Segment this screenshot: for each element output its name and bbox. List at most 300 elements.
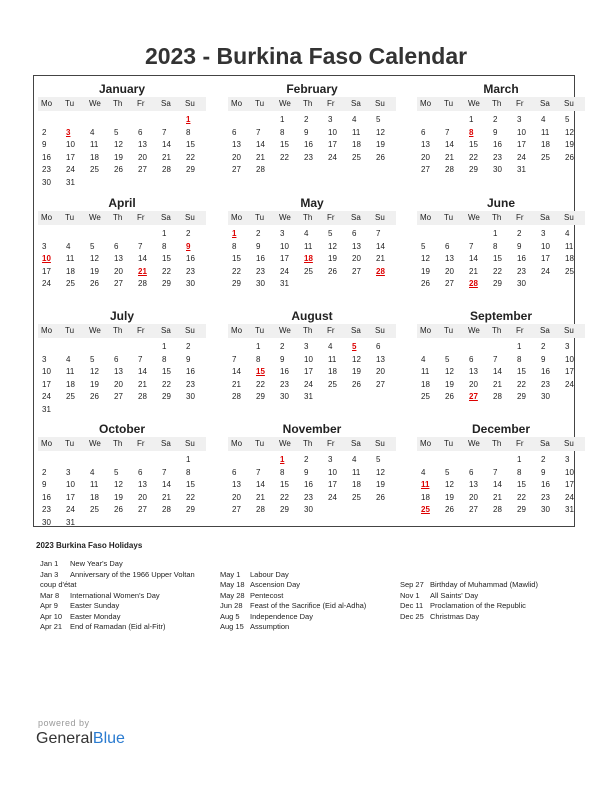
day-cell: 15 xyxy=(186,480,195,489)
day-cell: 14 xyxy=(256,480,265,489)
day-cell: 3 xyxy=(565,455,570,464)
day-cell: 15 xyxy=(186,140,195,149)
holiday-date: May 1 xyxy=(220,569,241,579)
day-cell: 31 xyxy=(565,505,574,514)
day-cell: 19 xyxy=(376,140,385,149)
day-cell: 24 xyxy=(42,392,51,401)
day-cell: 19 xyxy=(90,266,99,276)
day-cell: 11 xyxy=(541,127,550,137)
holiday-name: Pentecost xyxy=(250,590,284,600)
day-cell: 13 xyxy=(376,354,385,364)
day-cell: 8 xyxy=(186,467,191,477)
day-cell: 25 xyxy=(328,379,337,389)
day-cell: 5 xyxy=(421,241,426,251)
day-cell: 26 xyxy=(565,152,574,162)
day-cell: 4 xyxy=(90,467,95,477)
day-cell: 31 xyxy=(304,392,313,401)
day-cell: 16 xyxy=(280,367,289,376)
holiday-row xyxy=(400,601,538,612)
day-cell: 24 xyxy=(66,505,75,514)
weekday-label: We xyxy=(279,99,291,108)
day-cell: 22 xyxy=(162,379,171,389)
day-cell: 30 xyxy=(517,279,526,288)
day-cell: 11 xyxy=(90,480,99,489)
day-cell: 6 xyxy=(376,342,381,351)
day-cell: 20 xyxy=(469,492,478,502)
day-cell: 14 xyxy=(162,140,171,149)
day-cell: 27 xyxy=(469,505,478,514)
day-cell: 21 xyxy=(493,492,502,502)
day-cell: 6 xyxy=(469,354,474,364)
day-blank xyxy=(62,341,86,354)
day-blank xyxy=(38,454,62,467)
holiday-name: International Women's Day xyxy=(70,590,160,600)
day-cell: 18 xyxy=(421,379,430,389)
day-cell: 19 xyxy=(376,480,385,489)
day-cell: 15 xyxy=(493,254,502,263)
holiday-name: Assumption xyxy=(250,622,290,631)
day-cell: 8 xyxy=(280,127,285,137)
powered-by-text: powered by xyxy=(38,718,90,728)
day-grid xyxy=(417,341,585,404)
day-cell: 27 xyxy=(445,279,454,288)
day-cell: 16 xyxy=(541,367,550,376)
day-cell: 12 xyxy=(328,241,337,251)
day-cell: 4 xyxy=(66,241,71,251)
day-cell: 3 xyxy=(304,342,309,351)
weekday-label: Sa xyxy=(540,213,550,222)
day-cell: 29 xyxy=(256,392,265,401)
month-april xyxy=(38,196,206,291)
day-cell: 11 xyxy=(66,254,75,263)
weekday-label: We xyxy=(89,99,101,108)
day-cell: 19 xyxy=(328,254,337,263)
weekday-label: Th xyxy=(303,439,313,448)
day-cell: 18 xyxy=(66,266,75,276)
day-cell: 2 xyxy=(186,229,191,238)
weekday-label: We xyxy=(468,213,480,222)
day-cell: 22 xyxy=(517,492,526,502)
day-cell: 28 xyxy=(138,392,147,401)
holiday-name: New Year's Day xyxy=(70,559,123,568)
month-name: November xyxy=(282,422,342,436)
weekday-label: Fr xyxy=(516,213,524,222)
day-cell: 18 xyxy=(90,492,99,502)
day-cell: 9 xyxy=(186,241,191,251)
holiday-row xyxy=(400,591,538,602)
day-cell: 28 xyxy=(493,505,502,514)
day-cell: 24 xyxy=(280,266,289,276)
day-blank xyxy=(228,114,252,127)
day-cell: 23 xyxy=(280,379,289,389)
month-name: September xyxy=(469,309,533,323)
weekday-label: Sa xyxy=(161,213,171,222)
day-cell: 21 xyxy=(493,379,502,389)
day-cell: 1 xyxy=(162,342,167,351)
day-cell: 16 xyxy=(493,140,502,149)
day-cell: 23 xyxy=(541,379,550,389)
weekday-label: Tu xyxy=(444,213,454,222)
month-name: January xyxy=(98,82,146,96)
day-cell: 18 xyxy=(90,152,99,162)
day-cell: 25 xyxy=(66,279,75,288)
day-cell: 9 xyxy=(256,241,261,251)
weekday-label: Th xyxy=(492,326,502,335)
day-blank xyxy=(252,454,276,467)
weekday-label: Su xyxy=(375,99,385,108)
weekday-label: Tu xyxy=(255,326,265,335)
day-cell: 2 xyxy=(42,127,47,137)
day-cell: 4 xyxy=(352,455,357,464)
day-cell: 16 xyxy=(256,254,265,263)
month-name: May xyxy=(300,196,324,210)
day-blank xyxy=(86,228,110,241)
holiday-row xyxy=(220,612,366,623)
day-cell: 11 xyxy=(352,467,361,477)
weekday-label: We xyxy=(89,439,101,448)
day-cell: 13 xyxy=(138,480,147,489)
day-cell: 2 xyxy=(304,115,309,124)
month-august xyxy=(228,309,396,404)
day-cell: 30 xyxy=(493,165,502,174)
holiday-row xyxy=(40,559,195,570)
day-cell: 25 xyxy=(90,165,99,174)
weekday-label: Su xyxy=(564,326,574,335)
generalblue-logo[interactable] xyxy=(36,730,125,748)
day-cell: 22 xyxy=(517,379,526,389)
day-cell: 16 xyxy=(517,254,526,263)
page-title: 2023 - Burkina Faso Calendar xyxy=(144,43,468,69)
weekday-label: Tu xyxy=(444,99,454,108)
day-cell: 29 xyxy=(517,392,526,401)
day-cell: 13 xyxy=(352,241,361,251)
holiday-name: Birthday of Muhammad (Mawlid) xyxy=(430,580,538,589)
day-cell: 20 xyxy=(445,266,454,276)
weekday-label: Fr xyxy=(516,99,524,108)
holiday-name: Independence Day xyxy=(250,611,313,621)
day-cell: 23 xyxy=(42,505,51,514)
weekday-label: Su xyxy=(564,213,574,222)
day-cell: 7 xyxy=(162,127,167,137)
holiday-name: Labour Day xyxy=(250,569,289,579)
weekday-label: We xyxy=(279,213,291,222)
day-cell: 22 xyxy=(493,266,502,276)
month-june xyxy=(417,196,585,291)
day-cell: 9 xyxy=(42,140,47,149)
day-cell: 29 xyxy=(493,279,502,288)
day-cell: 9 xyxy=(42,480,47,489)
day-cell: 31 xyxy=(280,279,289,288)
day-cell: 18 xyxy=(565,254,574,263)
day-grid xyxy=(228,228,396,291)
weekday-label: Fr xyxy=(327,99,335,108)
day-cell: 16 xyxy=(42,152,51,162)
day-cell: 1 xyxy=(232,229,237,238)
day-cell: 22 xyxy=(469,152,478,162)
holiday-date: Aug 5 xyxy=(220,611,240,621)
weekday-header xyxy=(228,211,396,225)
day-cell: 12 xyxy=(445,480,454,489)
day-cell: 3 xyxy=(280,229,285,238)
day-cell: 26 xyxy=(376,492,385,502)
day-cell: 16 xyxy=(186,254,195,263)
day-cell: 17 xyxy=(42,379,51,389)
weekday-label: Su xyxy=(564,439,574,448)
day-cell: 29 xyxy=(232,279,241,288)
day-cell: 28 xyxy=(493,392,502,401)
day-cell: 17 xyxy=(280,254,289,263)
day-cell: 13 xyxy=(469,367,478,376)
month-name: August xyxy=(291,309,333,323)
day-cell: 1 xyxy=(280,455,285,464)
day-cell: 7 xyxy=(493,467,498,477)
day-cell: 4 xyxy=(328,342,333,351)
day-cell: 6 xyxy=(114,241,119,251)
day-cell: 21 xyxy=(162,492,171,502)
day-cell: 10 xyxy=(517,127,526,137)
day-cell: 27 xyxy=(469,392,478,401)
day-cell: 30 xyxy=(541,392,550,401)
holiday-date: Dec 25 xyxy=(400,611,424,621)
day-cell: 28 xyxy=(376,266,385,276)
day-cell: 10 xyxy=(66,140,75,149)
day-cell: 18 xyxy=(304,254,313,263)
day-cell: 9 xyxy=(541,467,546,477)
day-grid xyxy=(38,228,206,291)
day-cell: 27 xyxy=(138,165,147,174)
weekday-label: Tu xyxy=(444,326,454,335)
day-cell: 17 xyxy=(304,367,313,376)
holiday-date: Apr 9 xyxy=(40,601,58,610)
day-cell: 12 xyxy=(114,480,123,489)
day-cell: 6 xyxy=(114,354,119,364)
day-cell: 23 xyxy=(256,266,265,276)
day-cell: 10 xyxy=(66,480,75,489)
day-cell: 9 xyxy=(304,127,309,137)
weekday-label: Tu xyxy=(444,439,454,448)
holiday-row xyxy=(220,591,366,602)
day-cell: 31 xyxy=(42,404,51,414)
day-cell: 19 xyxy=(90,379,99,389)
day-cell: 2 xyxy=(517,229,522,238)
day-cell: 30 xyxy=(280,392,289,401)
day-grid xyxy=(228,341,396,404)
day-cell: 5 xyxy=(352,342,357,351)
day-cell: 23 xyxy=(304,492,313,502)
day-cell: 8 xyxy=(162,241,167,251)
month-name: July xyxy=(109,309,134,323)
weekday-label: Mo xyxy=(41,99,53,108)
day-cell: 21 xyxy=(445,152,454,162)
weekday-header xyxy=(417,324,585,338)
holiday-date: Sep 27 xyxy=(400,580,424,589)
holiday-row xyxy=(40,601,195,612)
day-cell: 26 xyxy=(352,379,361,389)
holiday-date: Mar 8 xyxy=(40,590,60,600)
day-cell: 3 xyxy=(66,467,71,477)
day-cell: 29 xyxy=(280,505,289,514)
day-cell: 4 xyxy=(90,127,95,137)
holiday-row xyxy=(400,580,538,591)
day-cell: 30 xyxy=(541,505,550,514)
day-cell: 14 xyxy=(493,480,502,489)
day-blank xyxy=(417,228,441,241)
month-name: December xyxy=(471,422,531,436)
holiday-column xyxy=(40,559,195,633)
day-cell: 23 xyxy=(42,165,51,174)
weekday-label: Sa xyxy=(161,439,171,448)
day-cell: 2 xyxy=(186,342,191,351)
day-cell: 22 xyxy=(186,152,195,162)
day-blank xyxy=(38,114,62,127)
holiday-date: Jun 28 xyxy=(220,601,243,610)
weekday-label: Sa xyxy=(540,326,550,335)
day-cell: 9 xyxy=(541,354,546,364)
day-cell: 21 xyxy=(256,152,265,162)
day-cell: 10 xyxy=(42,254,51,263)
day-cell: 20 xyxy=(114,379,123,389)
day-cell: 5 xyxy=(90,241,95,251)
day-cell: 22 xyxy=(186,492,195,502)
day-cell: 5 xyxy=(90,354,95,364)
day-cell: 7 xyxy=(445,127,450,137)
day-cell: 1 xyxy=(280,115,285,124)
day-cell: 24 xyxy=(541,266,550,276)
logo-general: General xyxy=(36,730,93,747)
day-blank xyxy=(134,454,158,467)
day-cell: 12 xyxy=(90,367,99,376)
day-grid xyxy=(417,228,585,291)
weekday-label: Fr xyxy=(137,99,145,108)
day-cell: 3 xyxy=(66,127,71,137)
day-cell: 12 xyxy=(376,127,385,137)
weekday-label: We xyxy=(89,213,101,222)
weekday-label: Sa xyxy=(540,99,550,108)
day-cell: 13 xyxy=(232,480,241,489)
weekday-label: We xyxy=(468,99,480,108)
weekday-header xyxy=(417,97,585,111)
day-cell: 12 xyxy=(376,467,385,477)
day-cell: 15 xyxy=(517,367,526,376)
day-cell: 9 xyxy=(304,467,309,477)
day-cell: 6 xyxy=(232,127,237,137)
day-cell: 20 xyxy=(232,152,241,162)
day-cell: 6 xyxy=(469,467,474,477)
day-cell: 28 xyxy=(469,279,478,288)
day-cell: 27 xyxy=(376,379,385,389)
day-blank xyxy=(489,454,513,467)
day-cell: 1 xyxy=(469,115,474,124)
weekday-label: Tu xyxy=(255,439,265,448)
month-name: April xyxy=(108,196,136,210)
day-cell: 17 xyxy=(541,254,550,263)
day-cell: 30 xyxy=(42,177,51,187)
day-cell: 10 xyxy=(328,127,337,137)
day-cell: 1 xyxy=(186,455,191,464)
day-cell: 24 xyxy=(304,379,313,389)
day-cell: 12 xyxy=(352,354,361,364)
day-cell: 19 xyxy=(565,140,574,149)
day-cell: 20 xyxy=(469,379,478,389)
day-cell: 5 xyxy=(376,115,381,124)
weekday-label: Su xyxy=(185,99,195,108)
weekday-label: Th xyxy=(303,213,313,222)
day-blank xyxy=(441,341,465,354)
weekday-label: Sa xyxy=(351,99,361,108)
day-cell: 3 xyxy=(541,229,546,238)
day-cell: 29 xyxy=(517,505,526,514)
day-cell: 17 xyxy=(42,266,51,276)
day-cell: 23 xyxy=(186,266,195,276)
month-name: February xyxy=(286,82,338,96)
day-cell: 15 xyxy=(256,367,265,376)
day-cell: 13 xyxy=(138,140,147,149)
day-cell: 12 xyxy=(445,367,454,376)
day-cell: 30 xyxy=(42,517,51,527)
day-cell: 16 xyxy=(42,492,51,502)
day-cell: 15 xyxy=(517,480,526,489)
holiday-row xyxy=(220,580,366,591)
day-cell: 5 xyxy=(565,115,570,124)
day-cell: 7 xyxy=(376,229,381,238)
weekday-header xyxy=(228,97,396,111)
day-grid xyxy=(228,114,396,177)
day-cell: 28 xyxy=(256,505,265,514)
day-cell: 20 xyxy=(352,254,361,263)
day-cell: 18 xyxy=(541,140,550,149)
day-cell: 15 xyxy=(469,140,478,149)
weekday-header xyxy=(38,211,206,225)
day-cell: 18 xyxy=(328,367,337,376)
calendar-grid xyxy=(33,75,575,527)
weekday-label: We xyxy=(279,439,291,448)
weekday-label: Tu xyxy=(65,326,75,335)
weekday-label: Tu xyxy=(255,213,265,222)
day-cell: 9 xyxy=(186,354,191,364)
day-blank xyxy=(465,228,489,241)
day-cell: 27 xyxy=(114,279,123,288)
day-cell: 16 xyxy=(541,480,550,489)
day-cell: 19 xyxy=(421,266,430,276)
day-cell: 28 xyxy=(256,165,265,174)
day-cell: 8 xyxy=(517,467,522,477)
holiday-name: Easter Monday xyxy=(70,611,121,621)
holiday-date: Nov 1 xyxy=(400,590,420,600)
holiday-date: Jan 3 xyxy=(40,569,59,579)
day-cell: 10 xyxy=(541,241,550,251)
day-cell: 7 xyxy=(469,241,474,251)
weekday-label: Fr xyxy=(137,439,145,448)
day-cell: 13 xyxy=(421,140,430,149)
weekday-label: Su xyxy=(375,213,385,222)
day-cell: 15 xyxy=(280,140,289,149)
weekday-label: Th xyxy=(492,99,502,108)
day-cell: 25 xyxy=(66,392,75,401)
weekday-header xyxy=(417,211,585,225)
day-cell: 21 xyxy=(376,254,385,263)
day-cell: 11 xyxy=(90,140,99,149)
day-cell: 13 xyxy=(232,140,241,149)
weekday-label: Sa xyxy=(351,439,361,448)
holiday-name: Ascension Day xyxy=(250,580,301,589)
day-cell: 24 xyxy=(42,279,51,288)
day-cell: 14 xyxy=(376,241,385,251)
day-cell: 14 xyxy=(138,367,147,376)
day-grid xyxy=(38,114,206,189)
day-cell: 22 xyxy=(232,266,241,276)
day-cell: 23 xyxy=(517,266,526,276)
day-cell: 1 xyxy=(517,455,522,464)
